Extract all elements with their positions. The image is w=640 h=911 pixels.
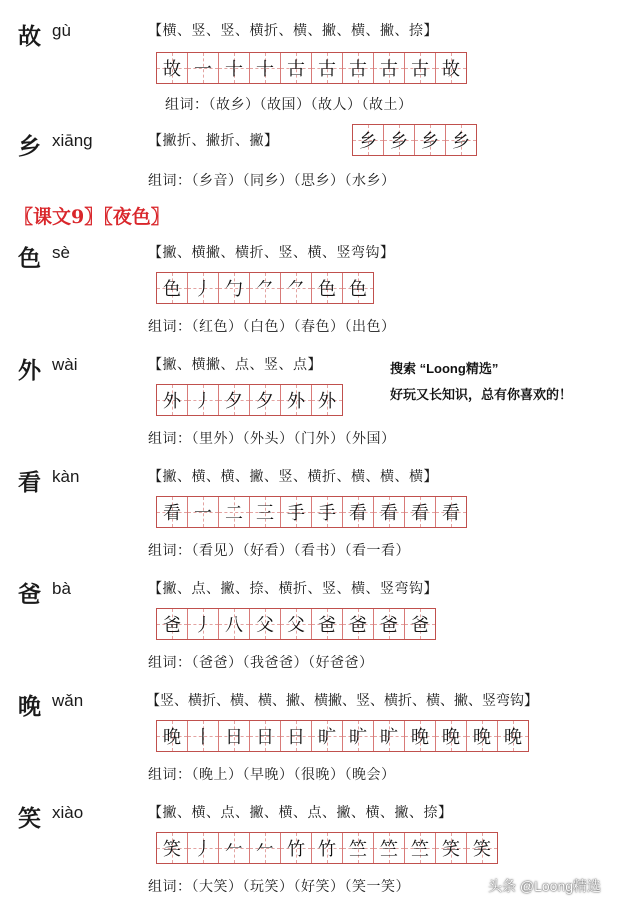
entry-pinyin: gù xyxy=(52,21,71,40)
stroke-step: 日 xyxy=(219,721,250,751)
stroke-step: 古 xyxy=(281,53,312,83)
stroke-step: 外 xyxy=(312,385,342,415)
stroke-step: 笑 xyxy=(157,833,188,863)
stroke-step: 丿 xyxy=(188,609,219,639)
stroke-grid xyxy=(352,124,477,156)
entry-pinyin: wǎn xyxy=(52,691,84,710)
stroke-step: 色 xyxy=(343,273,373,303)
stroke-order-text: 【撇、横撇、横折、竖、横、竖弯钩】 xyxy=(148,245,395,261)
stroke-order-text: 【撇折、撇折、撇】 xyxy=(148,133,279,149)
word-examples: 组词：（故乡）（故国）（故人）（故土） xyxy=(165,97,413,113)
stroke-step: 日 xyxy=(281,721,312,751)
stroke-step: 爸 xyxy=(374,609,405,639)
stroke-step: 父 xyxy=(281,609,312,639)
stroke-step: ⺈ xyxy=(281,273,312,303)
stroke-step: 晚 xyxy=(405,721,436,751)
stroke-step: 𠂉 xyxy=(219,833,250,863)
stroke-step: 故 xyxy=(436,53,466,83)
stroke-step: 看 xyxy=(436,497,466,527)
stroke-step: 晚 xyxy=(157,721,188,751)
lesson-header: 〖课文9〗〖夜色〗 xyxy=(14,206,170,228)
stroke-step: 旷 xyxy=(343,721,374,751)
entry-pinyin: kàn xyxy=(52,467,80,486)
stroke-step: 八 xyxy=(219,609,250,639)
stroke-step: 竺 xyxy=(343,833,374,863)
stroke-step: 一 xyxy=(188,53,219,83)
word-examples: 组词：（里外）（外头）（门外）（外国） xyxy=(148,431,396,447)
entry-character: 爸 xyxy=(18,581,41,608)
entry-pinyin: xiào xyxy=(52,803,84,822)
entry-character: 笑 xyxy=(18,805,41,832)
stroke-step: 一 xyxy=(188,497,219,527)
stroke-step: 旷 xyxy=(374,721,405,751)
stroke-step: 古 xyxy=(312,53,343,83)
stroke-step: 二 xyxy=(219,497,250,527)
word-examples: 组词：（大笑）（玩笑）（好笑）（笑一笑） xyxy=(148,879,410,895)
stroke-step: 笑 xyxy=(436,833,467,863)
stroke-step: 爸 xyxy=(312,609,343,639)
entry-character: 外 xyxy=(18,357,41,384)
stroke-step: 爸 xyxy=(343,609,374,639)
stroke-step: 十 xyxy=(219,53,250,83)
stroke-step: 古 xyxy=(343,53,374,83)
word-examples: 组词：（晚上）（早晚）（很晚）（晚会） xyxy=(148,767,396,783)
stroke-step: 古 xyxy=(405,53,436,83)
entry-character: 故 xyxy=(18,23,41,50)
stroke-step: 丿 xyxy=(188,273,219,303)
promo-text xyxy=(390,356,572,408)
stroke-step: 竺 xyxy=(374,833,405,863)
stroke-step: 晚 xyxy=(498,721,528,751)
stroke-step: 晚 xyxy=(436,721,467,751)
promo-line-1: 搜索 “Loong精选” xyxy=(390,361,499,376)
stroke-grid xyxy=(156,608,436,640)
entry-pinyin: bà xyxy=(52,579,71,598)
stroke-step: 父 xyxy=(250,609,281,639)
stroke-step: 故 xyxy=(157,53,188,83)
stroke-step: 乡 xyxy=(415,125,446,155)
stroke-step: 十 xyxy=(250,53,281,83)
stroke-step: 手 xyxy=(281,497,312,527)
stroke-step: 色 xyxy=(312,273,343,303)
stroke-step: ⺈ xyxy=(250,273,281,303)
stroke-grid xyxy=(156,272,374,304)
entry-character: 乡 xyxy=(18,133,41,160)
entry-pinyin: xiāng xyxy=(52,131,93,150)
stroke-step: 手 xyxy=(312,497,343,527)
word-examples: 组词：（红色）（白色）（春色）（出色） xyxy=(148,319,396,335)
word-examples: 组词：（爸爸）（我爸爸）（好爸爸） xyxy=(148,655,374,671)
entry-pinyin: sè xyxy=(52,243,70,262)
stroke-step: 乡 xyxy=(384,125,415,155)
stroke-step: 乡 xyxy=(353,125,384,155)
stroke-step: 丿 xyxy=(188,833,219,863)
stroke-order-text: 【撇、横撇、点、竖、点】 xyxy=(148,357,322,373)
stroke-step: 看 xyxy=(405,497,436,527)
promo-line-2: 好玩又长知识，总有你喜欢的！ xyxy=(390,387,573,402)
stroke-step: 勹 xyxy=(219,273,250,303)
entry-character: 色 xyxy=(18,245,41,272)
word-examples: 组词：（看见）（好看）（看书）（看一看） xyxy=(148,543,410,559)
stroke-order-text: 【撇、点、撇、捺、横折、竖、横、竖弯钩】 xyxy=(148,581,438,597)
stroke-step: 夕 xyxy=(250,385,281,415)
stroke-step: 爸 xyxy=(157,609,188,639)
stroke-order-text: 【横、竖、竖、横折、横、撇、横、撇、捺】 xyxy=(148,23,438,39)
stroke-grid xyxy=(156,384,343,416)
stroke-grid xyxy=(156,52,467,84)
stroke-step: 竺 xyxy=(405,833,436,863)
stroke-order-text: 【竖、横折、横、横、撇、横撇、竖、横折、横、撇、竖弯钩】 xyxy=(146,693,538,709)
stroke-order-text: 【撇、横、横、撇、竖、横折、横、横、横】 xyxy=(148,469,438,485)
stroke-step: 𠂉 xyxy=(250,833,281,863)
stroke-grid xyxy=(156,496,467,528)
stroke-step: 笑 xyxy=(467,833,497,863)
entry-character: 看 xyxy=(18,469,41,496)
stroke-grid xyxy=(156,832,498,864)
stroke-order-text: 【撇、横、点、撇、横、点、撇、横、撇、捺】 xyxy=(148,805,453,821)
entry-character: 晚 xyxy=(18,693,41,720)
entry-pinyin: wài xyxy=(52,355,78,374)
stroke-step: 晚 xyxy=(467,721,498,751)
stroke-step: 爸 xyxy=(405,609,435,639)
stroke-step: 竹 xyxy=(312,833,343,863)
stroke-step: 竹 xyxy=(281,833,312,863)
stroke-step: 乡 xyxy=(446,125,476,155)
stroke-step: 看 xyxy=(157,497,188,527)
stroke-step: 三 xyxy=(250,497,281,527)
watermark: 头条 @Loong精选 xyxy=(488,878,602,894)
stroke-step: 夕 xyxy=(219,385,250,415)
stroke-step: 看 xyxy=(343,497,374,527)
stroke-step: 丿 xyxy=(188,385,219,415)
stroke-step: 古 xyxy=(374,53,405,83)
stroke-step: 看 xyxy=(374,497,405,527)
stroke-step: 丨 xyxy=(188,721,219,751)
stroke-step: 外 xyxy=(157,385,188,415)
stroke-step: 外 xyxy=(281,385,312,415)
stroke-grid xyxy=(156,720,529,752)
stroke-step: 色 xyxy=(157,273,188,303)
stroke-step: 日 xyxy=(250,721,281,751)
word-examples: 组词：（乡音）（同乡）（思乡）（水乡） xyxy=(148,173,396,189)
stroke-step: 旷 xyxy=(312,721,343,751)
